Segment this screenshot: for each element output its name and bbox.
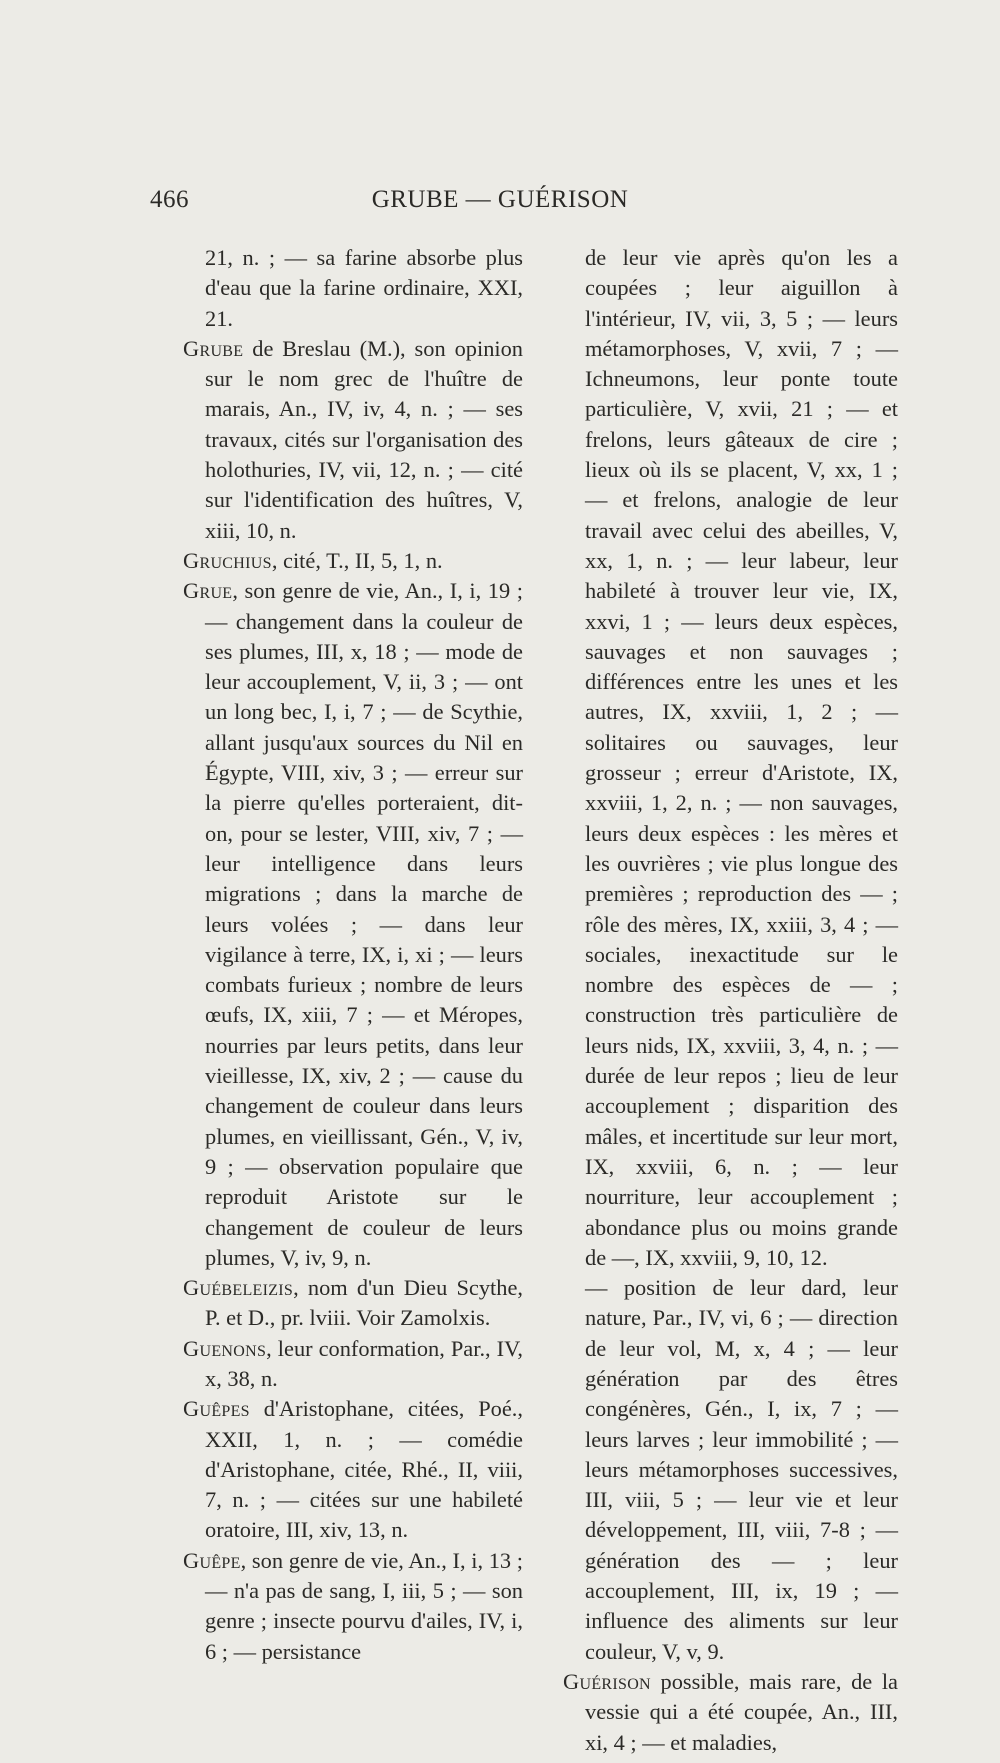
index-entry bbox=[585, 243, 898, 1273]
entry-headword: Guébeleizis bbox=[183, 1275, 294, 1301]
right-column bbox=[563, 243, 898, 1758]
entry-headword: Guenons bbox=[183, 1335, 267, 1361]
index-entry bbox=[183, 1394, 523, 1545]
index-entry bbox=[183, 334, 523, 546]
page-title: GRUBE — GUÉRISON bbox=[371, 186, 629, 213]
entry-text: , cité, T., II, 5, 1, n. bbox=[271, 547, 443, 573]
entry-text: 21, n. ; — sa farine absorbe plus d'eau que la farine ordinaire, XXI, 21. bbox=[205, 245, 523, 331]
entry-text: — position de leur dard, leur nature, Par., IV, vi, 6 ; — direction de leur vol, M, x, 4 ; — leur génération par des êtres congénères, Gén., I, ix, 7 ; — leurs larves ; leur immobilité ; — leurs métamorphoses successives, III, viii, 5 ; — leur vie et leur développement, III, viii, 7-8 ; — génération des — ; leur accouplement, III, ix, 19 ; — influence des aliments sur leur couleur, V, v, 9. bbox=[585, 1275, 898, 1664]
entry-headword: Guérison bbox=[563, 1668, 651, 1694]
index-entry bbox=[205, 243, 523, 334]
index-entry bbox=[183, 1273, 523, 1334]
page-number: 466 bbox=[150, 186, 189, 213]
entry-headword: Guêpes bbox=[183, 1396, 250, 1422]
entry-text: de Breslau (M.), son opinion sur le nom grec de l'huître de marais, An., IV, iv, 4, n. ; — ses travaux, cités sur l'organisation des holothuries, IV, vii, 12, n. ; — cité sur l'identification des huîtres, V, xiii, 10, n. bbox=[205, 335, 523, 543]
entry-headword: Grube bbox=[183, 335, 244, 361]
running-head bbox=[0, 186, 1000, 222]
entry-text: de leur vie après qu'on les a coupées ; leur aiguillon à l'intérieur, IV, vii, 3, 5 ; — leurs métamorphoses, V, xvii, 7 ; — Ichneumons, leur ponte toute particulière, V, xvii, 21 ; — et frelons, leurs gâteaux de cire ; lieux où ils se placent, V, xx, 1 ; — et frelons, analogie de leur travail avec celui des abeilles, V, xx, 1, n. ; — leur labeur, leur habileté à trouver leur vie, IX, xxvi, 1 ; — leurs deux espèces, sauvages et non sauvages ; différences entre les unes et les autres, IX, xxviii, 1, 2 ; — solitaires ou sauvages, leur grosseur ; erreur d'Aristote, IX, xxviii, 1, 2, n. ; — non sauvages, leurs deux espèces : les mères et les ouvrières ; vie plus longue des premières ; reproduction des — ; rôle des mères, IX, xxiii, 3, 4 ; — sociales, inexactitude sur le nombre des espèces de — ; construction très particulière de leurs nids, IX, xxviii, 3, 4, n. ; — durée de leur repos ; lieu de leur accouplement ; disparition des mâles, et incertitude sur leur mort, IX, xxviii, 6, n. ; — leur nourriture, leur accouplement ; abondance plus ou moins grande de —, IX, xxviii, 9, 10, 12. bbox=[585, 245, 898, 1270]
entry-headword: Guêpe bbox=[183, 1547, 241, 1573]
entry-text: , nom d'un Dieu Scythe, P. et D., pr. lviii. Voir Zamolxis. bbox=[205, 1275, 523, 1331]
entry-text: , leur conformation, Par., IV, x, 38, n. bbox=[205, 1335, 523, 1391]
entry-text: possible, mais rare, de la vessie qui a été coupée, An., III, xi, 4 ; — et maladies, bbox=[585, 1668, 898, 1755]
index-entry bbox=[183, 546, 523, 576]
index-entry bbox=[563, 1667, 898, 1758]
entry-headword: Grue bbox=[183, 578, 233, 604]
entry-text: , son genre de vie, An., I, i, 13 ; — n'a pas de sang, I, iii, 5 ; — son genre ; insecte pourvu d'ailes, IV, i, 6 ; — persistance bbox=[205, 1547, 523, 1664]
entry-text: , son genre de vie, An., I, i, 19 ; — changement dans la couleur de ses plumes, III, x, 18 ; — mode de leur accouplement, V, ii, 3 ; — ont un long bec, I, i, 7 ; — de Scythie, allant jusqu'aux sources du Nil en Égypte, VIII, xiv, 3 ; — erreur sur la pierre qu'elles porteraient, dit-on, pour se lester, VIII, xiv, 7 ; — leur intelligence dans leurs migrations ; dans la marche de leurs volées ; — dans leur vigilance à terre, IX, i, xi ; — leurs combats furieux ; nombre de leurs œufs, IX, xiii, 7 ; — et Méropes, nourries par leurs petits, dans leur vieillesse, IX, xiv, 2 ; — cause du changement de couleur dans leurs plumes, en vieillissant, Gén., V, iv, 9 ; — observation populaire que reproduit Aristote sur le changement de couleur de leurs plumes, V, iv, 9, n. bbox=[205, 578, 523, 1270]
left-column bbox=[183, 243, 523, 1667]
entry-text: d'Aristophane, citées, Poé., XXII, 1, n. ; — comédie d'Aristophane, citée, Rhé., II, viii, 7, n. ; — citées sur une habileté oratoire, III, xiv, 13, n. bbox=[205, 1396, 523, 1543]
index-entry bbox=[563, 1273, 898, 1667]
index-entry bbox=[183, 1334, 523, 1395]
index-entry bbox=[183, 1546, 523, 1667]
index-entry bbox=[183, 576, 523, 1273]
entry-headword: Gruchius bbox=[183, 547, 272, 573]
